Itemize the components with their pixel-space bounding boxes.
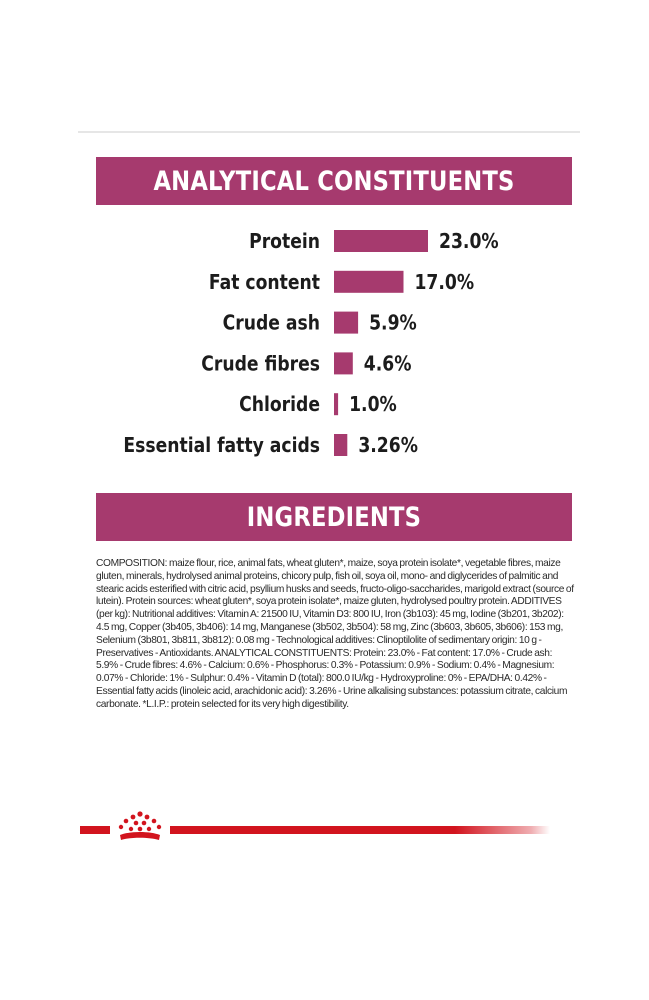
- footer-stripe-right: [170, 826, 550, 834]
- analytical-constituents-heading: ANALYTICAL CONSTITUENTS: [153, 165, 515, 197]
- category-label-essential-fatty-acids: Essential fatty acids: [123, 434, 320, 458]
- value-label-crude-ash: 5.9%: [369, 312, 417, 335]
- bar-crude-ash: [334, 312, 358, 334]
- value-label-chloride: 1.0%: [349, 394, 397, 417]
- bar-fat-content: [334, 271, 404, 293]
- category-label-crude-fibres: Crude fibres: [201, 353, 320, 376]
- value-label-crude-fibres: 4.6%: [363, 353, 412, 376]
- value-label-essential-fatty-acids: 3.26%: [358, 434, 418, 458]
- value-label-protein: 23.0%: [439, 230, 499, 254]
- footer-stripe-left: [80, 826, 110, 834]
- category-label-protein: Protein: [249, 230, 320, 254]
- bar-essential-fatty-acids: [334, 434, 347, 456]
- value-label-fat-content: 17.0%: [414, 271, 475, 295]
- royal-canin-crown-logo: [112, 810, 168, 846]
- bar-crude-fibres: [334, 352, 353, 374]
- category-label-chloride: Chloride: [239, 394, 320, 417]
- bar-protein: [334, 230, 428, 252]
- composition-text: COMPOSITION: maize flour, rice, animal fats, wheat gluten*, maize, soya protein isolate*, vegetable fibres, maize gluten, minerals, hydrolysed animal proteins, chicory pulp, fish oil, soya oil, mono- and diglycerides of palmitic and stearic acids esterified with citric acid, psyllium husks and seeds, fructo-oligo-saccharides, marigold extract (source of lutein). Protein sources: wheat gluten*, soya protein isolate*, maize gluten, hydrolysed poultry protein. ADDITIVES (per kg): Nutritional additives: Vitamin A: 21500 IU, Vitamin D3: 800 IU, Iron (3b103): 45 mg, Iodine (3b201, 3b202): 4.5 mg, Copper (3b405, 3b406): 14 mg, Manganese (3b502, 3b504): 58 mg, Zinc (3b603, 3b605, 3b606): 153 mg, Selenium (3b801, 3b811, 3b812): 0.08 mg - Technological additives: Clinoptilolite of sedimentary origin: 10 g - Preservatives - Antioxidants. ANALYTICAL CONSTITUENTS: Protein: 23.0% - Fat content: 17.0% - Crude ash: 5.9% - Crude fibres: 4.6% - Calcium: 0.6% - Phosphorus: 0.3% - Potassium: 0.9% - Sodium: 0.4% - Magnesium: 0.07% - Chloride: 1% - Sulphur: 0.4% - Vitamin D (total): 800.0 IU/kg - Hydroxyproline: 0% - EPA/DHA: 0.42% - Essential fatty acids (linoleic acid, arachidonic acid): 3.26% - Urine alkalising substances: potassium citrate, calcium carbonate. *L.I.P.: protein selected for its very high digestibility.: [96, 558, 574, 710]
- category-label-fat-content: Fat content: [208, 271, 320, 295]
- top-divider: [78, 131, 580, 133]
- bar-chloride: [334, 393, 338, 415]
- ingredients-heading: INGREDIENTS: [246, 501, 422, 533]
- category-label-crude-ash: Crude ash: [222, 312, 320, 335]
